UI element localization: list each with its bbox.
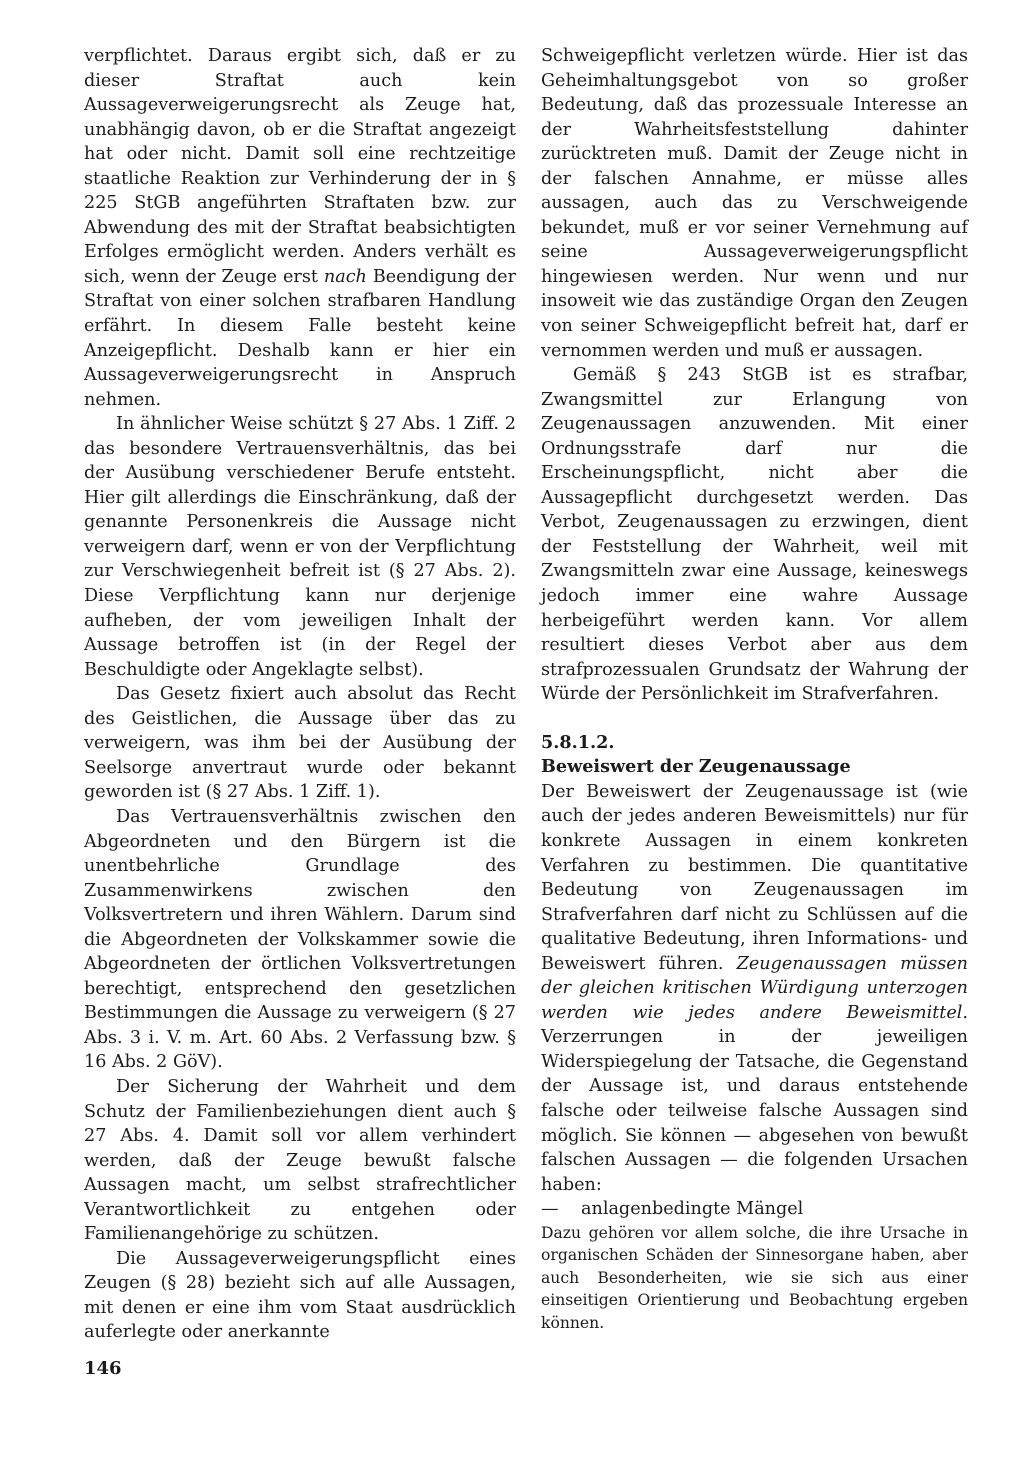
- paragraph: In ähnlicher Weise schützt § 27 Abs. 1 Ziff. 2 das besondere Vertrauensverhältnis, das bei der Ausübung verschiedener Berufe entsteht. Hier gilt allerdings die Einschränkung, daß der genannte Personenkreis die Aussage nicht verweigern darf, wenn er von der Verpflichtung zur Verschwiegenheit befreit ist (§ 27 Abs. 2). Diese Verpflichtung kann nur derjenige aufheben, der vom jeweiligen Inhalt der Aussage betroffen ist (in der Regel der Beschuldigte oder Angeklagte selbst).: [84, 414, 516, 680]
- page-number: 146: [84, 1358, 122, 1379]
- paragraph: Die Aussageverweigerungspflicht eines Zeugen (§ 28) bezieht sich auf alle Aussagen, mit denen er eine ihm vom Staat ausdrücklich auferlegte oder anerkannte: [84, 1248, 516, 1343]
- paragraph: Schweigepflicht verletzen würde. Hier ist das Geheimhaltungsgebot von so großer Bedeutung, daß das prozessuale Interesse an der Wahrheitsfeststellung dahinter zurücktreten muß. Damit der Zeuge nicht in der falschen Annahme, er müsse alles aussagen, auch das zu Verschweigende bekundet, muß er vor seiner Vernehmung auf seine Aussageverweigerungspflicht hingewiesen werden. Nur wenn und nur insoweit wie das zuständige Organ den Zeugen von seiner Schweigepflicht befreit hat, darf er vernommen werden und muß er aussagen.: [541, 46, 968, 361]
- paragraph: Der Sicherung der Wahrheit und dem Schutz der Familienbeziehungen dient auch § 27 Abs. 4. Damit soll vor allem verhindert werden, daß der Zeuge bewußt falsche Aussagen macht, um selbst strafrechtlicher Verantwortlichkeit zu entgehen oder Familienangehörige zu schützen.: [84, 1076, 516, 1245]
- paragraph: Gemäß § 243 StGB ist es strafbar, Zwangsmittel zur Erlangung von Zeugenaussagen anzuwenden. Mit einer Ordnungsstrafe darf nur die Erscheinungspflicht, nicht aber die Aussagepflicht durchgesetzt werden. Das Verbot, Zeugenaussagen zu erzwingen, dient der Feststellung der Wahrheit, weil mit Zwangsmitteln zwar eine Aussage, keineswegs jedoch immer eine wahre Aussage herbeigeführt werden kann. Vor allem resultiert dieses Verbot aber aus dem strafprozessualen Grundsatz der Wahrung der Würde der Persönlichkeit im Strafverfahren.: [541, 365, 968, 705]
- list-item-text: anlagenbedingte Mängel: [581, 1199, 804, 1220]
- paragraph: Das Vertrauensverhältnis zwischen den Abgeordneten und den Bürgern ist die unentbehrliche Grundlage des Zusammenwirkens zwischen den Volksvertretern und ihren Wählern. Darum sind die Abgeordneten der Volkskammer sowie die Abgeordneten der örtlichen Volksvertretungen berechtigt, entsprechend den gesetzlichen Bestimmungen die Aussage zu verweigern (§ 27 Abs. 3 i. V. m. Art. 60 Abs. 2 Verfassung bzw. § 16 Abs. 2 GöV).: [84, 806, 516, 1073]
- emphasis: nach: [323, 266, 367, 287]
- dash-bullet: —: [541, 1199, 559, 1220]
- paragraph: Das Gesetz fixiert auch absolut das Recht des Geistlichen, die Aussage über das zu verweigern, was ihm bei der Ausübung der Seelsorge anvertraut wurde oder bekannt geworden ist (§ 27 Abs. 1 Ziff. 1).: [84, 684, 516, 803]
- section-number: 5.8.1.2.: [541, 731, 615, 753]
- list-item: [541, 1197, 968, 1222]
- section-spacer: [541, 707, 968, 731]
- right-column: [541, 44, 968, 1335]
- small-print-note: Dazu gehören vor allem solche, die ihre Ursache in organischen Schäden der Sinnesorgane haben, aber auch Besonderheiten, wie sie sich aus einer einseitigen Orientierung und Beobachtung ergeben können.: [541, 1223, 968, 1333]
- paragraph: Der Beweiswert der Zeugenaussage ist (wie auch der jedes anderen Beweismittels) nur für konkrete Aussagen in einem konkreten Verfahren zu bestimmen. Die quantitative Bedeutung von Zeugenaussagen im Strafverfahren darf nicht zu Schlüssen auf die qualitative Bedeutung, ihren Informations- und Beweiswert führen. Zeugenaussagen müssen der gleichen kritischen Würdigung unterzogen werden wie jedes andere Beweismittel. Verzerrungen in der jeweiligen Widerspiegelung der Tatsache, die Gegenstand der Aussage ist, und daraus entstehende falsche oder teilweise falsche Aussagen sind möglich. Sie können — abgesehen von bewußt falschen Aussagen — die folgenden Ursachen haben:: [541, 781, 968, 1195]
- paragraph: verpflichtet. Daraus ergibt sich, daß er zu dieser Straftat auch kein Aussageverweigerungsrecht als Zeuge hat, unabhängig davon, ob er die Straftat angezeigt hat oder nicht. Damit soll eine rechtzeitige staatliche Reaktion zur Verhinderung der in § 225 StGB angeführten Straftaten bzw. zur Abwendung des mit der Straftat beabsichtigten Erfolges ermöglicht werden. Anders verhält es sich, wenn der Zeuge erst nach Beendigung der Straftat von einer solchen strafbaren Handlung erfährt. In diesem Falle besteht keine Anzeigepflicht. Deshalb kann er hier ein Aussageverweigerungsrecht in Anspruch nehmen.: [84, 46, 516, 410]
- left-column: [84, 44, 516, 1345]
- emphasis: Zeugenaussagen müssen der gleichen kritischen Würdigung unterzogen werden wie jedes andere Beweismittel.: [541, 953, 968, 1023]
- section-heading: Beweiswert der Zeugenaussage: [541, 756, 851, 778]
